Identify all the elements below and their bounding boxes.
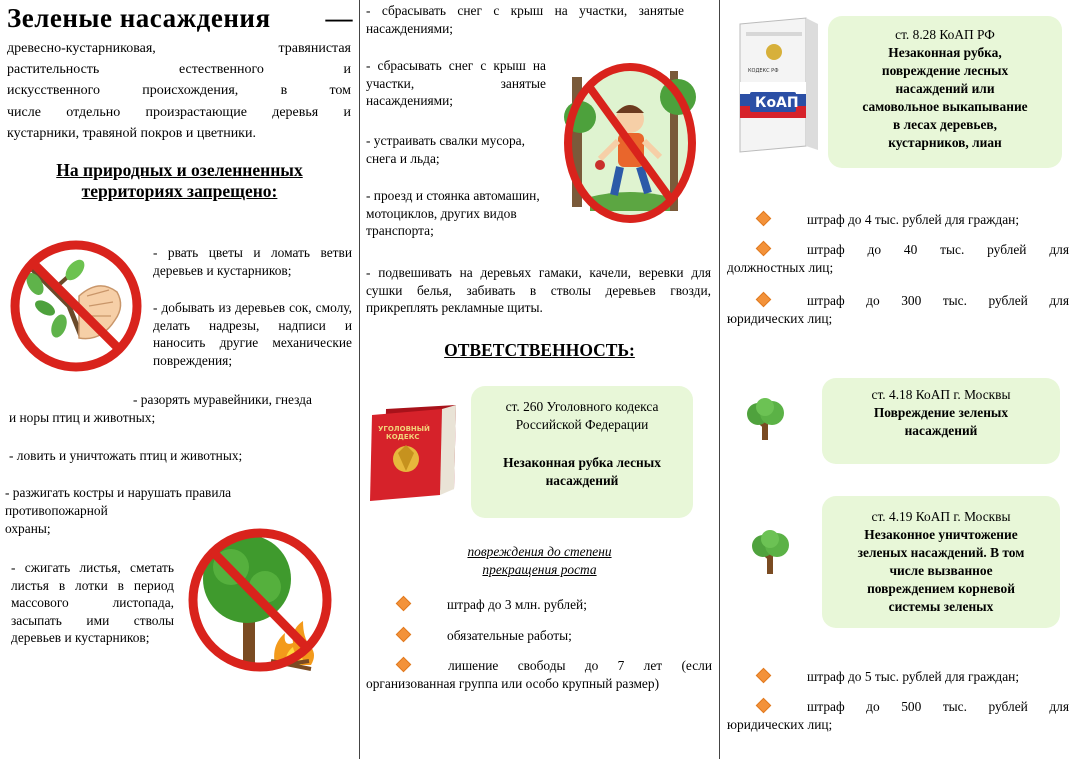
box-article: ст. 8.28 КоАП РФ — [895, 27, 995, 42]
bullet-diamond-icon — [756, 668, 772, 684]
column-1 — [0, 0, 359, 759]
heading-line: территориях запрещено: — [81, 181, 278, 201]
item-anthills: - разорять муравейники, гнезда — [133, 392, 312, 407]
bullet-diamond-icon — [396, 596, 412, 612]
koap-book-icon — [732, 16, 822, 156]
box-article: ст. 4.18 КоАП г. Москвы — [871, 387, 1011, 402]
no-fire-icon — [183, 515, 337, 685]
page-title — [7, 3, 353, 33]
no-breaking-branches-image — [9, 226, 143, 386]
box-offense: Повреждение зеленых — [873, 405, 1009, 420]
fine-citizens: штраф до 4 тыс. рублей для граждан; — [807, 212, 1020, 227]
intro-paragraph — [7, 38, 351, 144]
fine-citizens-2: штраф до 5 тыс. рублей для граждан; — [807, 669, 1020, 684]
koap-rf-box — [828, 16, 1062, 168]
fine-legal-cont: юридических лиц; — [727, 311, 833, 326]
box-offense: повреждением корневой — [867, 581, 1015, 596]
box-offense: Незаконное уничтожение — [864, 527, 1018, 542]
item-catch-birds: - ловить и уничтожать птиц и животных; — [9, 448, 243, 463]
fine-legal-2-cont: юридических лиц; — [727, 717, 833, 732]
koap-book-image — [732, 16, 822, 156]
box-offense: насаждений — [904, 423, 978, 438]
box-offense: Незаконная рубка лесных — [503, 455, 661, 470]
item-break-branches: - рвать цветы и ломать ветви деревьев и кустарников; — [153, 245, 352, 278]
box-offense: Незаконная рубка, — [888, 45, 1002, 60]
box-article: ст. 260 Уголовного кодекса — [505, 399, 659, 414]
item-fires-cont: противопожарной — [5, 503, 108, 518]
penalty-fine: штраф до 3 млн. рублей; — [447, 597, 587, 612]
criminal-code-box — [471, 386, 693, 518]
no-breaking-branches-icon — [9, 226, 143, 386]
box-offense: числе вызванное — [889, 563, 993, 578]
koap-moscow-418-box — [822, 378, 1060, 464]
column-3 — [720, 0, 1077, 759]
title-dash: — — [325, 3, 353, 33]
item-snow-roofs-2: - сбрасывать снег с крыш на участки, занятые насаждениями; — [366, 58, 546, 109]
intro-line: искусственного происхождения, в том — [7, 83, 351, 99]
bullet-diamond-icon — [756, 241, 772, 257]
fine-legal-2: штраф до 500 тыс. рублей для — [807, 699, 1069, 714]
item-snow-roofs-1: - сбрасывать снег с крыш на участки, занятые насаждениями; — [366, 3, 684, 36]
intro-line: числе отдельно произрастающие деревья и — [7, 104, 351, 120]
box-article: ст. 4.19 КоАП г. Москвы — [871, 509, 1011, 524]
item-dumps: - устраивать свалки мусора, снега и льда; — [366, 133, 525, 166]
box-offense: самовольное выкапывание — [862, 99, 1028, 114]
item-extract-sap: - добывать из деревьев сок, смолу, делать надрезы, надписи и наносить другие механические повреждения; — [153, 300, 352, 368]
svg-text:КОДЕКС: КОДЕКС — [386, 433, 420, 441]
tree-icon — [747, 530, 793, 574]
bullet-diamond-icon — [756, 698, 772, 714]
bullet-diamond-icon — [756, 211, 772, 227]
column-2 — [360, 0, 719, 759]
damage-subheading — [360, 543, 719, 578]
intro-line: растительность естественного и — [7, 62, 351, 78]
no-fire-image — [183, 515, 337, 685]
subheading-line: повреждения до степени — [467, 544, 612, 559]
box-offense: насаждений или — [895, 81, 995, 96]
criminal-code-book-icon — [368, 403, 466, 503]
item-hammocks: - подвешивать на деревьях гамаки, качели, веревки для сушки белья, забивать в стволы деревьев гвозди, прикреплять рекламные щиты. — [366, 265, 711, 316]
prohibited-heading — [0, 160, 359, 202]
item-fires: - разжигать костры и нарушать правила — [5, 485, 232, 500]
intro-line: кустарники, травяной покров и цветники. — [7, 125, 256, 141]
tree-image — [747, 530, 793, 574]
responsibility-heading: ОТВЕТСТВЕННОСТЬ: — [444, 340, 635, 360]
title-text: Зеленые насаждения — [7, 3, 271, 33]
criminal-code-book-image — [368, 403, 466, 503]
penalty-prison: лишение свободы до 7 лет (если организованная группа или особо крупный размер) — [366, 658, 712, 691]
bullet-diamond-icon — [396, 627, 412, 643]
box-article-cont: Российской Федерации — [515, 417, 649, 432]
item-parking: - проезд и стоянка автомашин, мотоциклов, других видов транспорта; — [366, 188, 540, 239]
svg-text:УГОЛОВНЫЙ: УГОЛОВНЫЙ — [378, 425, 430, 433]
item-anthills-cont: и норы птиц и животных; — [9, 410, 156, 425]
heading-line: На природных и озеленненных — [56, 160, 303, 180]
tree-icon — [742, 398, 788, 440]
tree-image — [742, 398, 788, 440]
intro-line: древесно-кустарниковая, травянистая — [7, 41, 351, 56]
no-littering-image — [560, 57, 700, 229]
item-fires-cont: охраны; — [5, 521, 51, 536]
box-offense: зеленых насаждений. В том — [857, 545, 1025, 560]
box-offense: в лесах деревьев, — [893, 117, 997, 132]
koap-moscow-419-box — [822, 496, 1060, 628]
svg-text:КоАП: КоАП — [755, 95, 799, 111]
fine-legal: штраф до 300 тыс. рублей для — [807, 293, 1069, 308]
item-burn-leaves: - сжигать листья, сметать листья в лотки в период массового листопада, засыпать ими стволы деревьев и кустарников; — [11, 560, 174, 646]
box-offense: системы зеленых — [888, 599, 994, 614]
bullet-diamond-icon — [756, 292, 772, 308]
no-littering-icon — [560, 57, 700, 229]
box-offense-cont: насаждений — [545, 473, 619, 488]
fine-officials: штраф до 40 тыс. рублей для — [807, 242, 1069, 257]
penalty-works: обязательные работы; — [447, 628, 572, 643]
fine-officials-cont: должностных лиц; — [727, 260, 834, 275]
subheading-line: прекращения роста — [482, 561, 597, 577]
svg-text:КОДЕКС РФ: КОДЕКС РФ — [748, 68, 779, 74]
box-offense: кустарников, лиан — [888, 135, 1002, 150]
box-offense: повреждение лесных — [881, 63, 1009, 78]
